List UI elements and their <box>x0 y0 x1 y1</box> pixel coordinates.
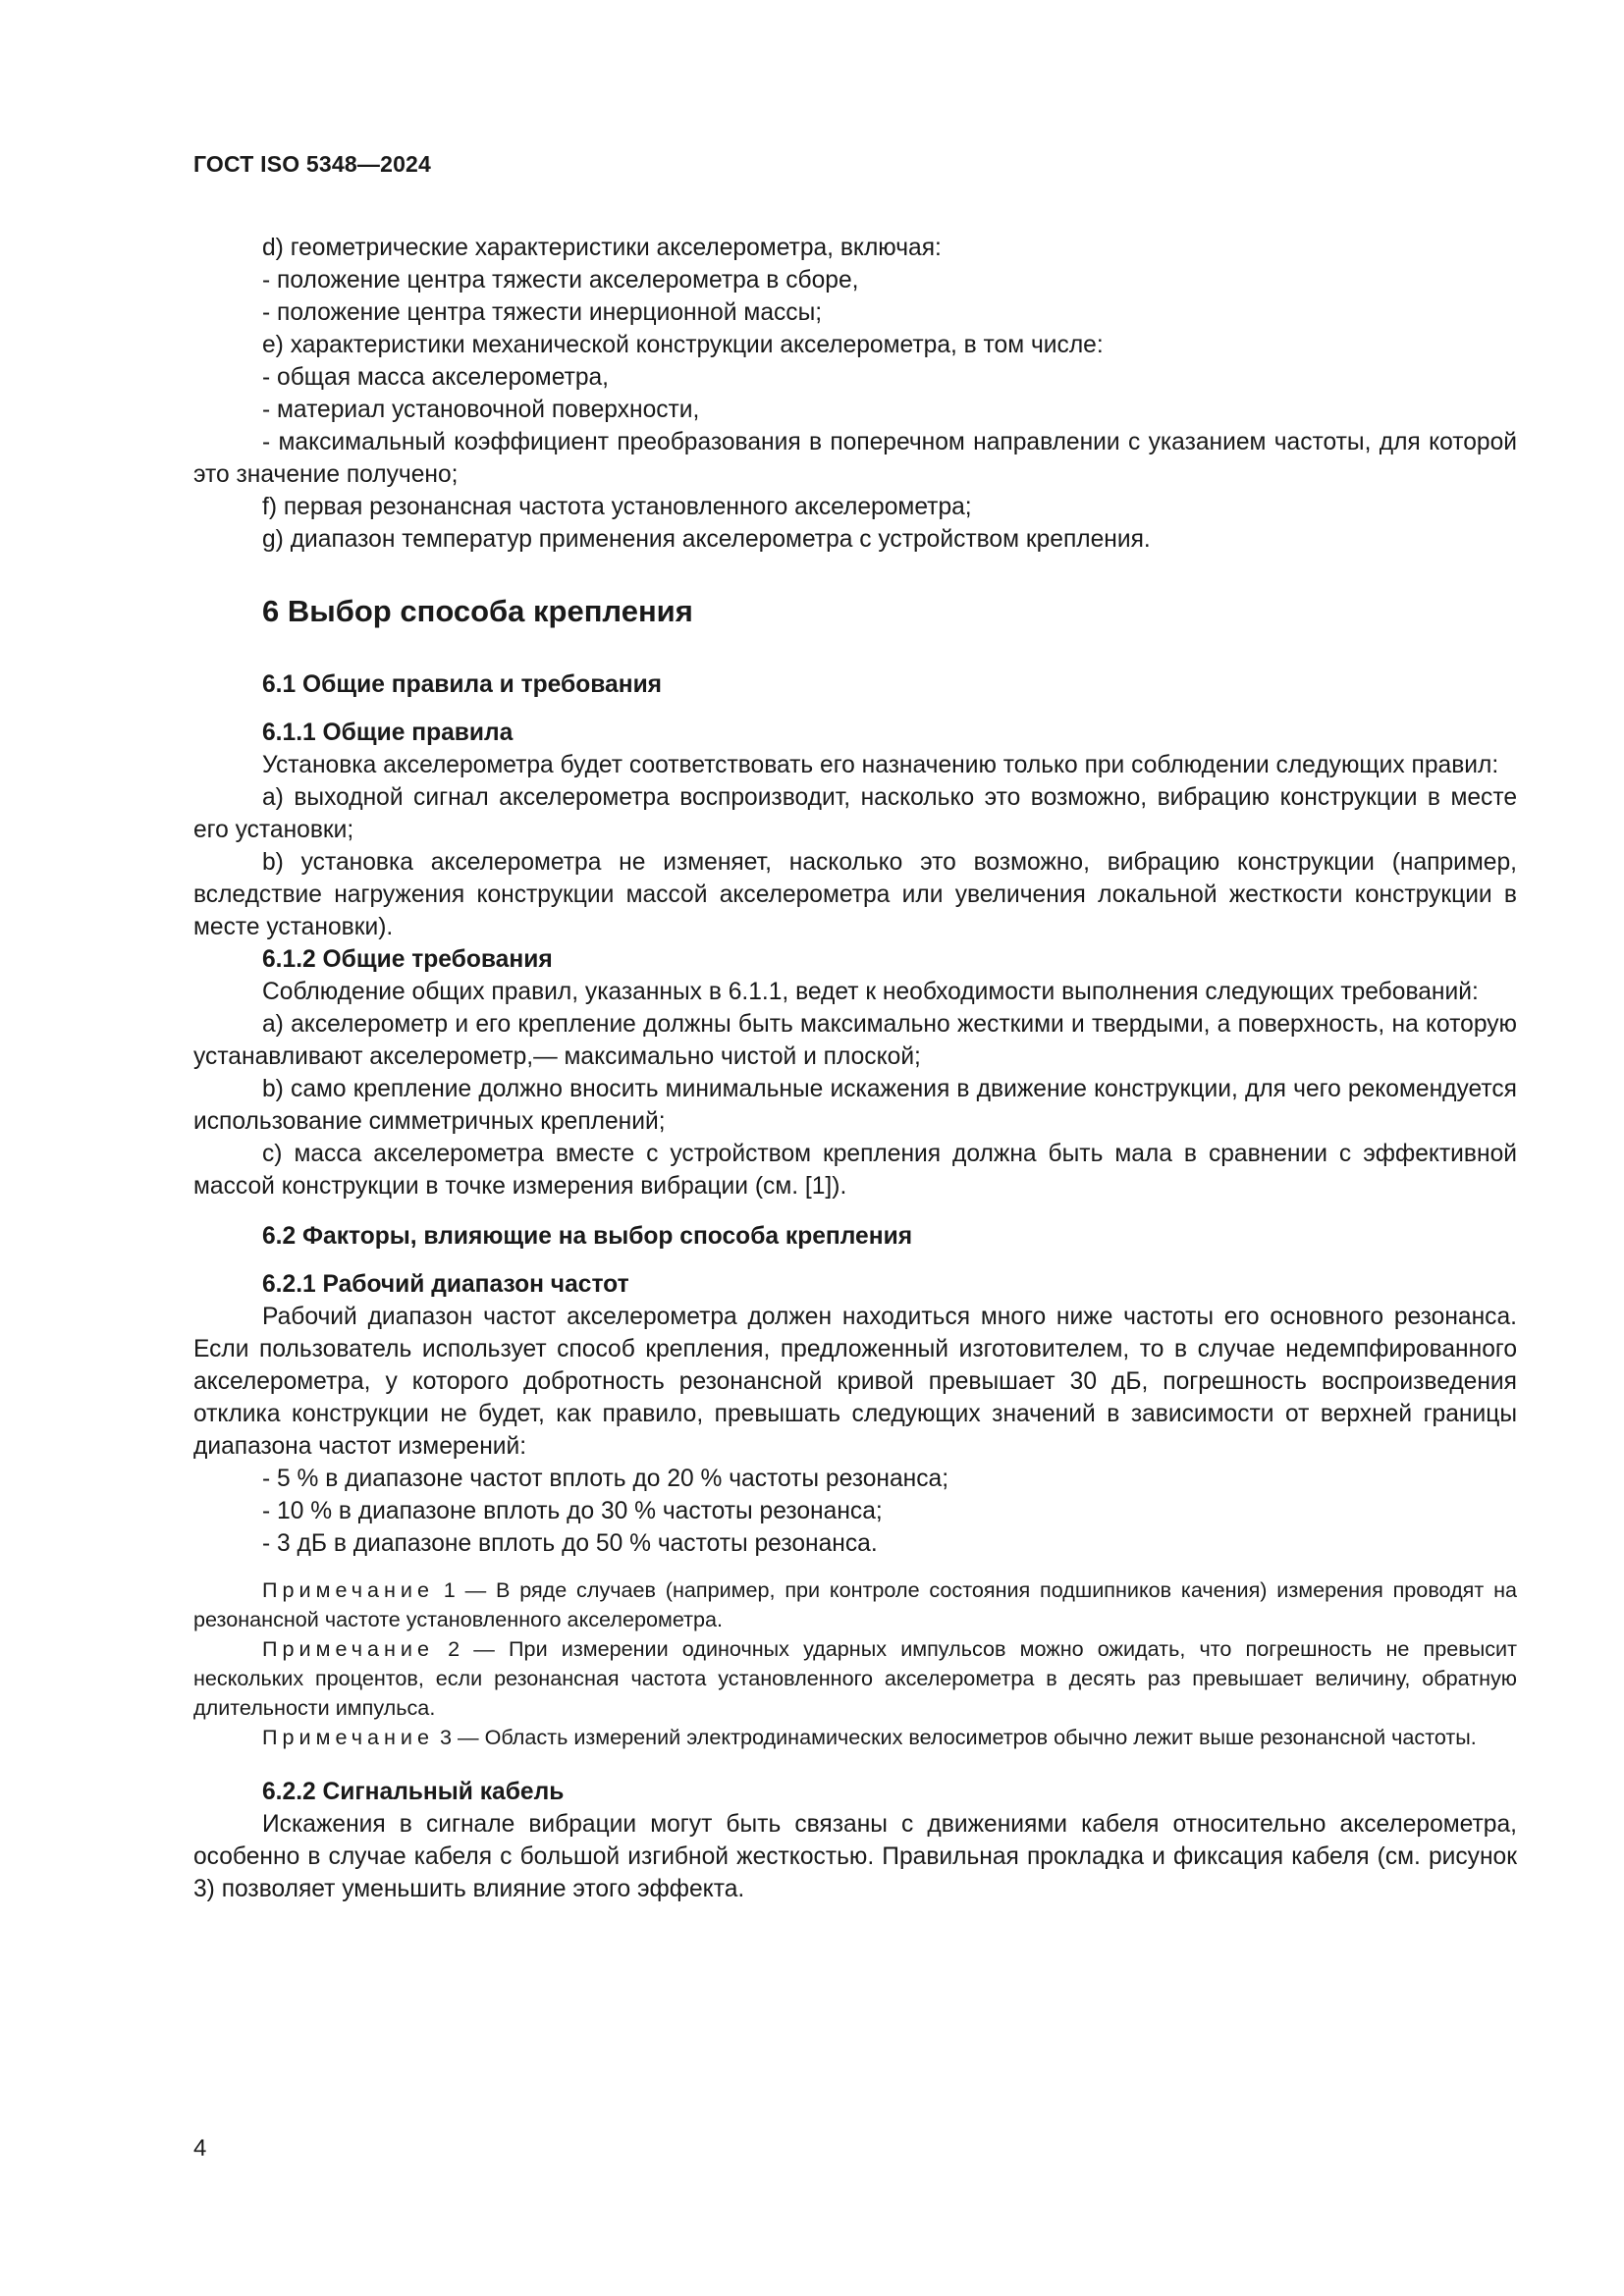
section-6-1-2-heading: 6.1.2 Общие требования <box>262 946 553 973</box>
section-6-2-2-heading: 6.2.2 Сигнальный кабель <box>262 1779 565 1805</box>
section-6-1-1-heading: 6.1.1 Общие правила <box>262 720 514 746</box>
list-item: - 10 % в диапазоне вплоть до 30 % частоты резонанса; <box>262 1498 883 1524</box>
list-item-a: a) акселерометр и его крепление должны быть максимально жесткими и твердыми, а поверхность, на которую устанавливают акселерометр,— максимально чистой и плоской; <box>193 1011 1517 1070</box>
list-subitem: - положение центра тяжести акселерометра в сборе, <box>262 267 859 294</box>
list-subitem: - максимальный коэффициент преобразования в поперечном направлении с указанием частоты, для которой это значение получено; <box>193 429 1517 488</box>
page-number: 4 <box>193 2135 207 2162</box>
note-text: 3 — Область измерений электродинамических велосиметров обычно лежит выше резонансной частоты. <box>434 1725 1477 1749</box>
paragraph: Рабочий диапазон частот акселерометра должен находиться много ниже частоты его основного резонанса. Если пользователь использует способ крепления, предложенный изготовителем, то в случае недемпфированного акселерометра, у которого добротность резонансной кривой превышает 30 дБ, погрешность воспроизведения отклика конструкции не будет, как правило, превышать следующих значений в зависимости от верхней границы диапазона частот измерений: <box>193 1304 1517 1460</box>
note-label: Примечание <box>262 1725 434 1749</box>
section-6-1-heading: 6.1 Общие правила и требования <box>262 671 663 698</box>
page-body <box>193 232 1517 1905</box>
section-6-heading: 6 Выбор способа крепления <box>262 594 693 628</box>
list-item: - 5 % в диапазоне частот вплоть до 20 % частоты резонанса; <box>262 1466 949 1492</box>
note-3 <box>193 1723 1517 1752</box>
note-2 <box>193 1634 1517 1723</box>
note-text: 2 — При измерении одиночных ударных импульсов можно ожидать, что погрешность не превысит нескольких процентов, если резонансная частота установленного акселерометра в десять раз превышает величину, обратную длительности импульса. <box>193 1636 1517 1720</box>
running-header-standard: ГОСТ ISO 5348—2024 <box>193 151 432 177</box>
note-1 <box>193 1575 1517 1634</box>
list-item-a: a) выходной сигнал акселерометра воспроизводит, насколько это возможно, вибрацию конструкции в месте его установки; <box>193 784 1517 843</box>
list-item-g: g) диапазон температур применения акселерометра с устройством крепления. <box>262 526 1151 553</box>
section-6-2-heading: 6.2 Факторы, влияющие на выбор способа крепления <box>262 1223 913 1250</box>
list-item-b: b) само крепление должно вносить минимальные искажения в движение конструкции, для чего рекомендуется использование симметричных креплений; <box>193 1076 1517 1135</box>
note-label: Примечание <box>262 1577 434 1602</box>
section-6-2-1-heading: 6.2.1 Рабочий диапазон частот <box>262 1271 629 1298</box>
note-text: 1 — В ряде случаев (например, при контроле состояния подшипников качения) измерения проводят на резонансной частоте установленного акселерометра. <box>193 1577 1517 1631</box>
list-subitem: - материал установочной поверхности, <box>262 397 700 423</box>
list-item-f: f) первая резонансная частота установленного акселерометра; <box>262 494 972 520</box>
list-subitem: - положение центра тяжести инерционной массы; <box>262 299 823 326</box>
list-item: - 3 дБ в диапазоне вплоть до 50 % частоты резонанса. <box>262 1530 878 1557</box>
note-label: Примечание <box>262 1636 434 1661</box>
paragraph: Установка акселерометра будет соответствовать его назначению только при соблюдении следующих правил: <box>262 752 1499 778</box>
list-item-e: e) характеристики механической конструкции акселерометра, в том числе: <box>262 332 1104 358</box>
list-item-c: c) масса акселерометра вместе с устройством крепления должна быть мала в сравнении с эффективной массой конструкции в точке измерения вибрации (см. [1]). <box>193 1141 1517 1200</box>
paragraph: Искажения в сигнале вибрации могут быть связаны с движениями кабеля относительно акселерометра, особенно в случае кабеля с большой изгибной жесткостью. Правильная прокладка и фиксация кабеля (см. рисунок 3) позволяет уменьшить влияние этого эффекта. <box>193 1811 1517 1902</box>
list-item-b: b) установка акселерометра не изменяет, насколько это возможно, вибрацию конструкции (например, вследствие нагружения конструкции массой акселерометра или увеличения локальной жесткости конструкции в месте установки). <box>193 849 1517 940</box>
paragraph: Соблюдение общих правил, указанных в 6.1.1, ведет к необходимости выполнения следующих требований: <box>262 979 1479 1005</box>
list-subitem: - общая масса акселерометра, <box>262 364 610 391</box>
list-item-d: d) геометрические характеристики акселерометра, включая: <box>262 235 942 261</box>
